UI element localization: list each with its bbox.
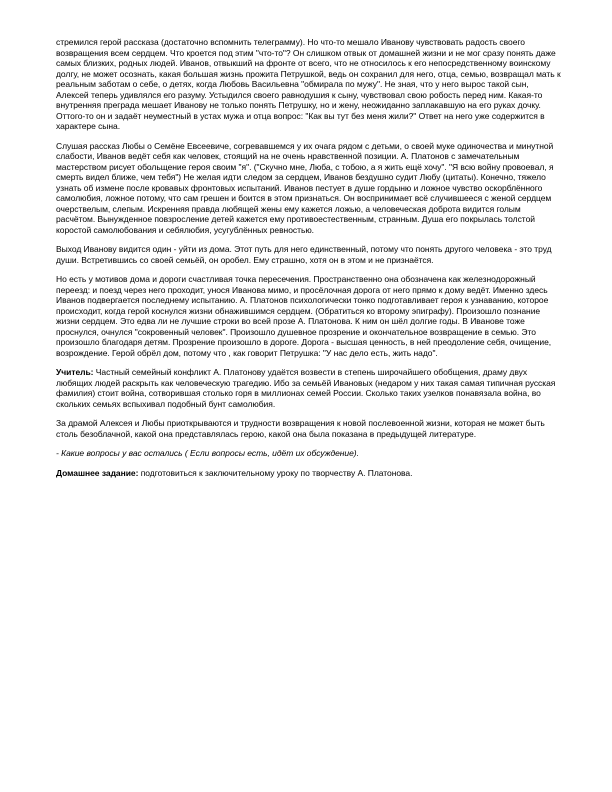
paragraph-1: стремился герой рассказа (достаточно вспомнить телеграмму). Но что-то мешало Иванову чувствовать радость своего возвращения всем сердцем. Что кроется под этим "что-то"? Он слишком отвык от домашней жизни и не мог сразу понять даже самых близких, родных людей. Иванов, отвыкший на фронте от всего, что не относилось к его непосредственному воинскому долгу, не может осознать, какая большая жизнь прожита Петрушкой, ведь он сохранил для него, отца, семью, возвращал мать к реальным заботам о себе, о детях, когда Любовь Васильевна "обмирала по мужу". Не зная, что у него вырос такой сын, Алексей теперь удивлялся его разуму. Устыдился своего равнодушия к сыну, чувствовал свою робость перед ним. Какая-то внутренняя преграда мешает Иванову не только понять Петрушку, но и жену, неожиданно заплакавшую на его руках дочку. Оттого-то он и задаёт неуместный в устах мужа и отца вопрос: "Как вы тут без меня жили?" Ответ на него уже содержится в характере сына. — [56, 37, 561, 131]
teacher-text: Частный семейный конфликт А. Платонову удаётся возвести в степень широчайшего обобщения, драму двух любящих людей раскрыть как человеческую трагедию. Ибо за семьёй Ивановых (недаром у них такая самая типичная русская фамилия) стоит война, сотворившая столько горя в миллионах семей России. Сколько таких узелков понавязала война, во скольких семьях вспыхивал подобный бунт самолюбия. — [56, 367, 556, 409]
paragraph-3: Выход Иванову видится один - уйти из дома. Этот путь для него единственный, потому что понять другого человека - это труд души. Встретившись со своей семьёй, он оробел. Ему страшно, хотя он в этом и не признаётся. — [56, 244, 552, 265]
document-page — [56, 37, 561, 487]
teacher-label: Учитель: — [56, 367, 94, 377]
homework-text: подготовиться к заключительному уроку по творчеству А. Платонова. — [138, 467, 413, 478]
closing-paragraph: За драмой Алексея и Любы приоткрываются и трудности возвращения к новой послевоенной жизни, которая не может быть столь безоблачной, какой она представлялась герою, какой она была показана в предыдущей литературе. — [56, 418, 545, 439]
question-paragraph: - Какие вопросы у вас остались ( Если вопросы есть, идёт их обсуждение). — [56, 448, 359, 458]
paragraph-2: Слушая рассказ Любы о Семёне Евсеевиче, согревавшемся у их очага рядом с детьми, о своей муке одиночества и минутной слабости, Иванов ведёт себя как человек, стоящий на не очень нравственной позиции. А. Платонов с замечательным мастерством рисует обольщение героя своим "я". ("Скучно мне, Люба, с тобою, а я жить ещё хочу". "Я всю войну провоевал, я смерть видел ближе, чем тебя") Не желая идти следом за сердцем, Иванов бездушно судит Любу (цитаты). Конечно, тяжело узнать об измене после кровавых фронтовых испытаний. Иванов пестует в душе гордыню и ложное чувство оскорблённого самолюбия, ложное потому, что сам грешен и боится в этом признаться. Он воспринимает всё случившееся с женой сердцем очерствелым, слепым. Искренняя правда любящей жены ему кажется ложью, а человеческая доброта видится голым расчётом. Вынужденное повзросление детей кажется ему противоестественным, странным. Душа его покрылась толстой коростой самолюбования и себялюбия, усугублённых ревностью. — [56, 140, 554, 235]
homework-label: Домашнее задание: — [56, 467, 139, 478]
teacher-paragraph — [56, 367, 561, 409]
homework-paragraph — [56, 468, 561, 479]
paragraph-4: Но есть у мотивов дома и дороги счастливая точка пересечения. Пространственно она обозначена как железнодорожный переезд: и поезд через него проходит, унося Иванова мимо, и просёлочная дорога от него прямо к дому ведёт. Именно здесь Иванов подвергается последнему испытанию. А. Платонов психологически тонко подготавливает героя к узнаванию, которое происходит, когда герой коснулся жизни обнажившимся сердцем. (Обратиться ко второму эпиграфу). Произошло познание жизни сердцем. Это едва ли не лучшие строки во всей прозе А. Платонова. К ним он шёл долгие годы. В Иванове тоже проснулся, очнулся "сокровенный человек". Произошло душевное прозрение и окончательное возвращение в семью. Это произошло благодаря детям. Прозрение произошло в дороге. Дорога - высшая ценность, в ней преодоление себя, очищение, возрождение. Герой обрёл дом, потому что , как говорит Петрушка: "У нас дело есть, жить надо". — [56, 274, 552, 358]
